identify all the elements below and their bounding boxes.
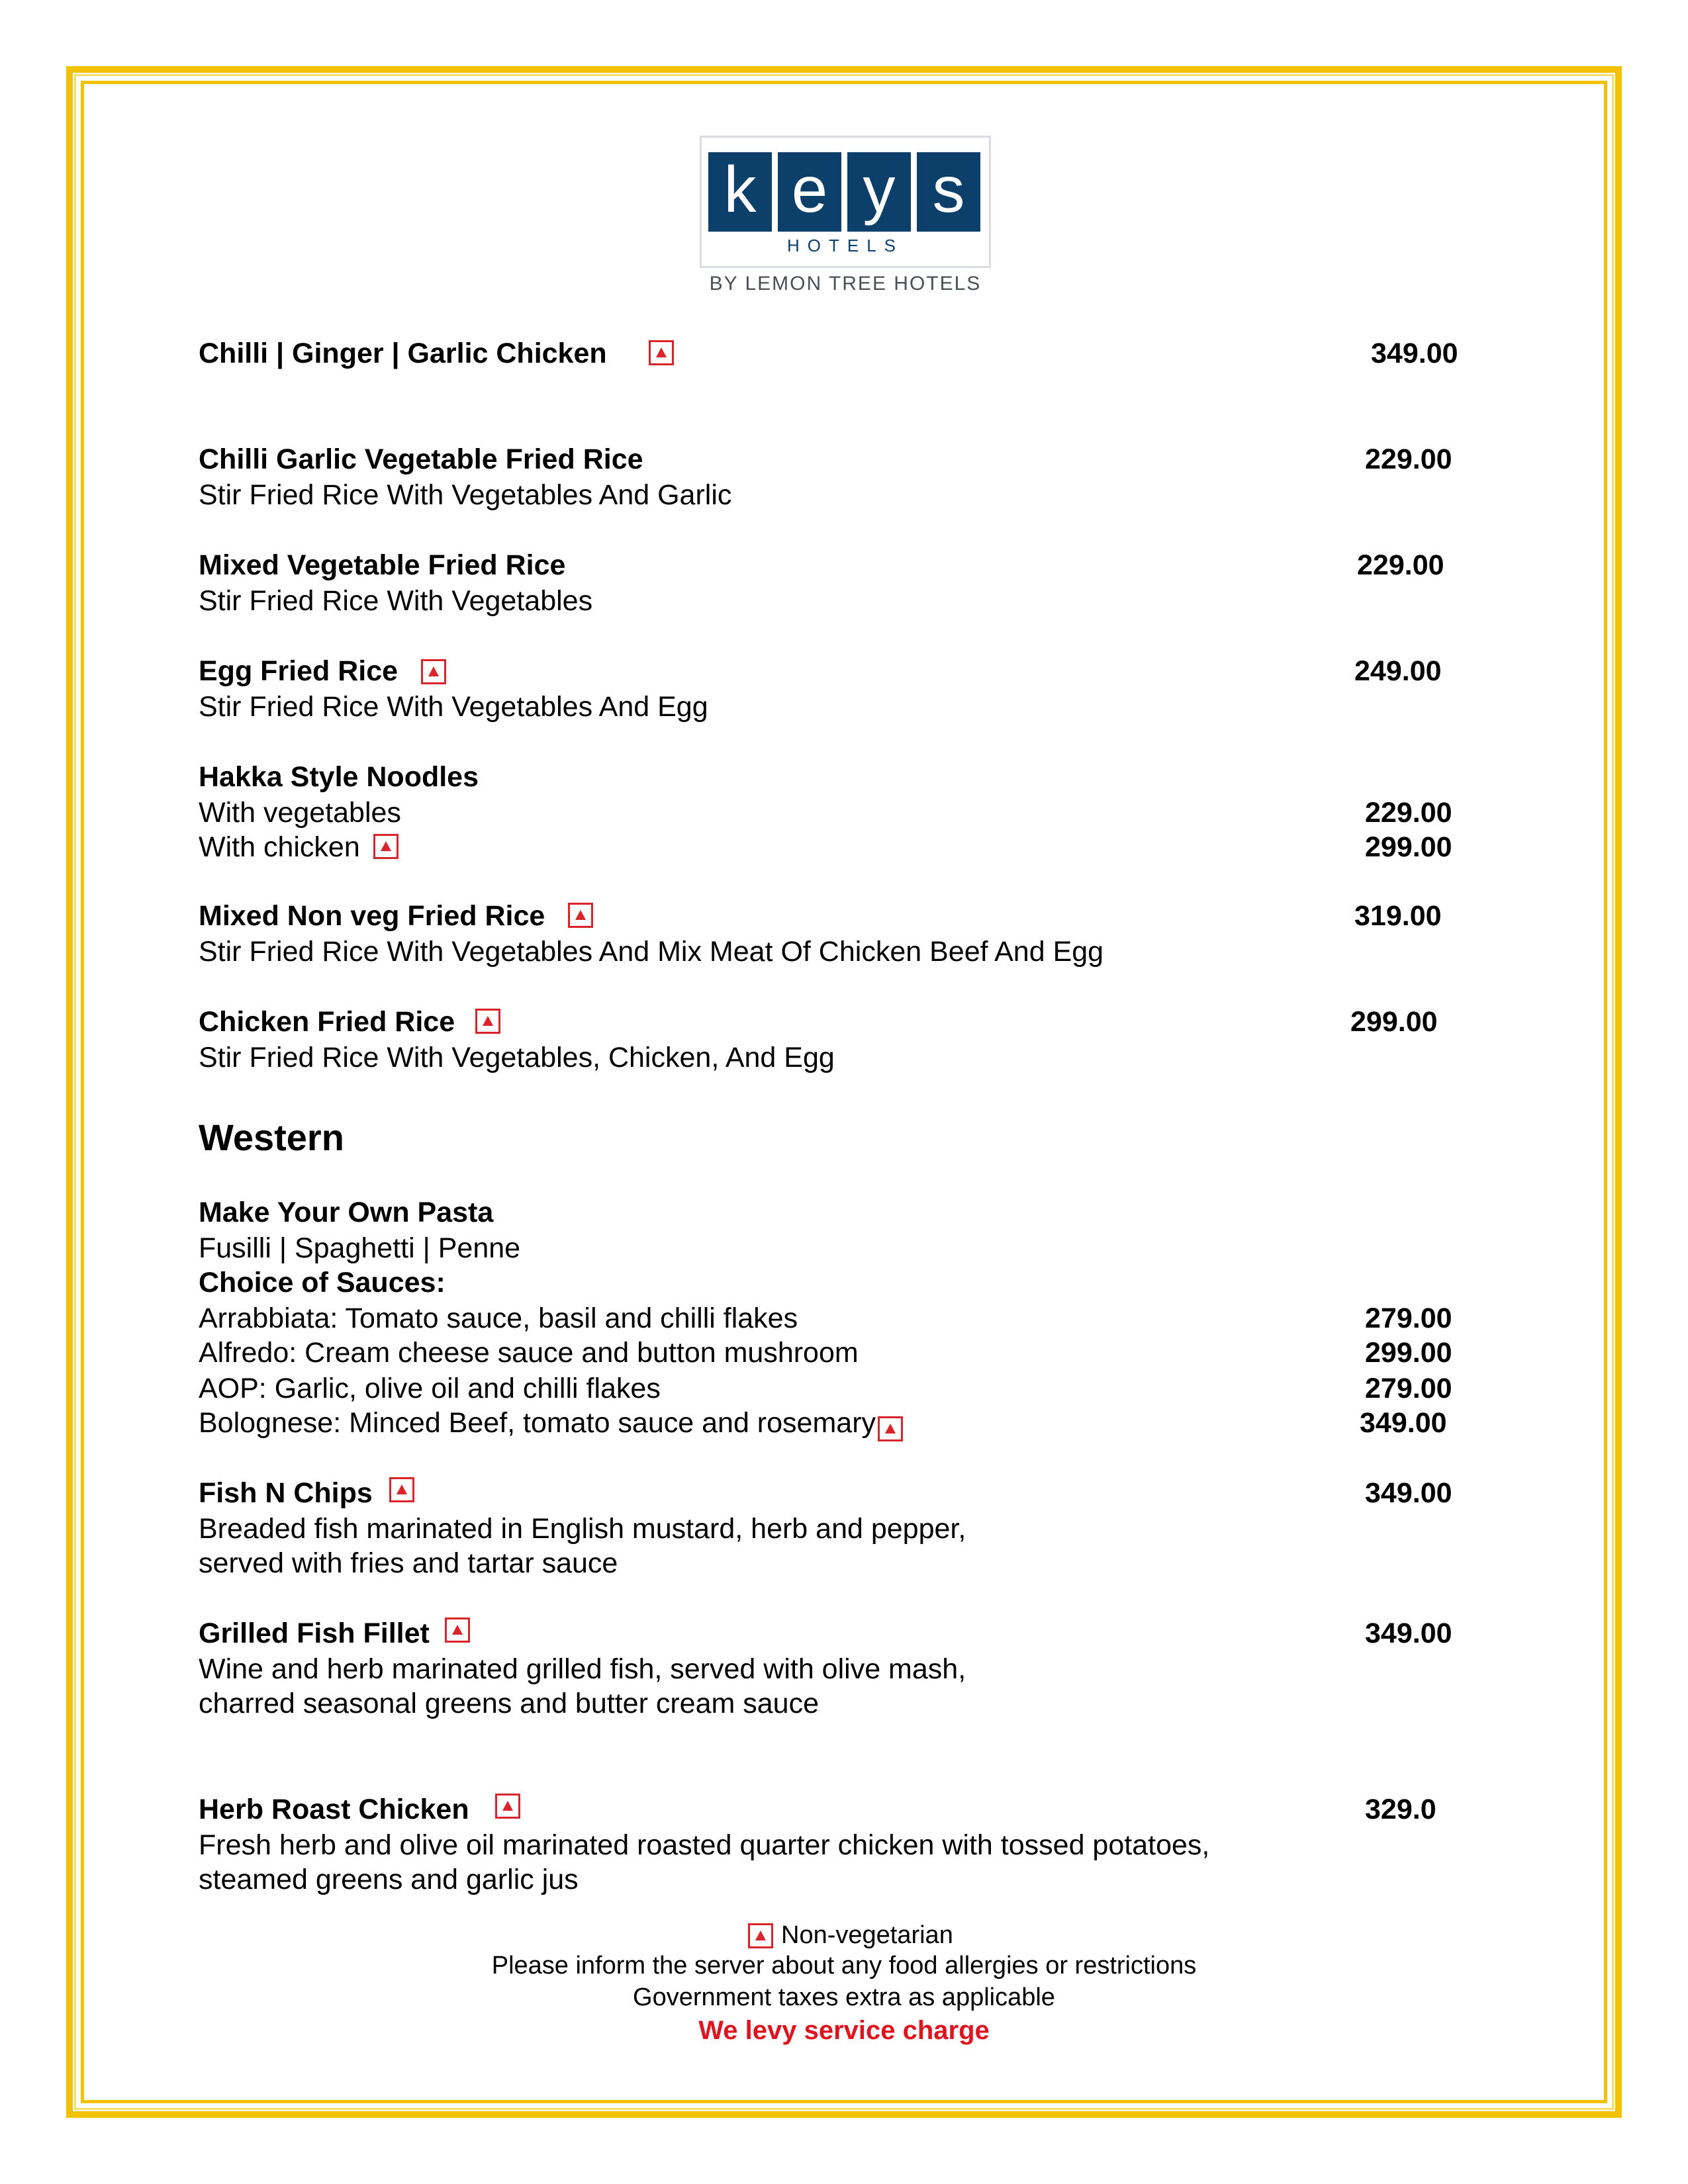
sauce-price: 349.00 (1360, 1407, 1447, 1439)
sauce-price: 279.00 (1365, 1373, 1452, 1404)
item-name: Herb Roast Chicken (199, 1794, 469, 1825)
sauce-option: AOP: Garlic, olive oil and chilli flakes (199, 1373, 661, 1404)
item-price: 329.0 (1365, 1794, 1436, 1825)
logo-letter: y (847, 152, 911, 232)
item-price: 319.00 (1354, 900, 1442, 932)
non-veg-icon (389, 1477, 414, 1502)
item-description: charred seasonal greens and butter cream sauce (199, 1688, 819, 1719)
logo-letter: s (917, 152, 980, 232)
item-price: 349.00 (1365, 1477, 1452, 1509)
non-veg-icon (495, 1794, 520, 1819)
item-option-label: With chicken (199, 831, 360, 863)
legend-label: Non-vegetarian (781, 1921, 953, 1949)
keys-hotels-logo (700, 136, 991, 268)
item-price: 349.00 (1365, 1617, 1452, 1649)
logo-hotels-text: HOTELS (786, 236, 904, 255)
non-veg-icon (421, 659, 446, 684)
sauce-price: 299.00 (1365, 1337, 1452, 1369)
item-description: Stir Fried Rice With Vegetables And Garlic (199, 479, 732, 511)
item-description: Breaded fish marinated in English mustard, herb and pepper, (199, 1513, 966, 1545)
item-price: 349.00 (1371, 338, 1458, 369)
non-veg-icon (445, 1617, 470, 1643)
item-description: Wine and herb marinated grilled fish, served with olive mash, (199, 1653, 966, 1685)
item-description: Stir Fried Rice With Vegetables And Egg (199, 691, 708, 723)
item-name: Mixed Non veg Fried Rice (199, 900, 545, 932)
non-veg-icon (373, 834, 399, 859)
allergy-notice: Please inform the server about any food allergies or restrictions (491, 1952, 1197, 1979)
non-veg-icon (878, 1416, 903, 1441)
tax-notice: Government taxes extra as applicable (633, 1983, 1055, 2011)
item-description: Stir Fried Rice With Vegetables, Chicken, And Egg (199, 1042, 835, 1073)
item-option-price: 229.00 (1365, 797, 1452, 829)
sauces-heading: Choice of Sauces: (199, 1267, 445, 1298)
logo-tagline: BY LEMON TREE HOTELS (709, 273, 982, 295)
item-price: 229.00 (1357, 549, 1444, 581)
sauce-option: Arrabbiata: Tomato sauce, basil and chilli flakes (199, 1302, 798, 1334)
logo-letter: k (708, 152, 772, 232)
item-description: served with fries and tartar sauce (199, 1547, 618, 1579)
non-veg-icon (748, 1923, 773, 1948)
item-name: Fish N Chips (199, 1477, 373, 1509)
item-name: Hakka Style Noodles (199, 761, 479, 793)
item-option-label: With vegetables (199, 797, 401, 829)
item-name: Chilli Garlic Vegetable Fried Rice (199, 443, 643, 475)
non-veg-icon (475, 1009, 500, 1034)
sauce-option: Bolognese: Minced Beef, tomato sauce and rosemary (199, 1407, 876, 1439)
item-option-price: 299.00 (1365, 831, 1452, 863)
section-heading-western: Western (199, 1116, 344, 1158)
sauce-option: Alfredo: Cream cheese sauce and button mushroom (199, 1337, 859, 1369)
item-name: Make Your Own Pasta (199, 1197, 494, 1228)
item-price: 249.00 (1354, 655, 1442, 687)
item-name: Mixed Vegetable Fried Rice (199, 549, 566, 581)
item-description: Stir Fried Rice With Vegetables And Mix Meat Of Chicken Beef And Egg (199, 936, 1104, 968)
pasta-shapes: Fusilli | Spaghetti | Penne (199, 1232, 521, 1264)
item-name: Chicken Fried Rice (199, 1006, 455, 1038)
service-charge-notice: We levy service charge (698, 2016, 990, 2045)
item-description: Fresh herb and olive oil marinated roasted quarter chicken with tossed potatoes, (199, 1829, 1210, 1861)
non-veg-icon (649, 340, 674, 365)
item-description: Stir Fried Rice With Vegetables (199, 585, 593, 617)
item-name: Grilled Fish Fillet (199, 1617, 430, 1649)
item-name: Egg Fried Rice (199, 655, 399, 687)
logo-letter: e (778, 152, 841, 232)
sauce-price: 279.00 (1365, 1302, 1452, 1334)
item-name: Chilli | Ginger | Garlic Chicken (199, 338, 607, 369)
non-veg-icon (568, 903, 593, 928)
item-price: 229.00 (1365, 443, 1452, 475)
item-price: 299.00 (1350, 1006, 1438, 1038)
item-description: steamed greens and garlic jus (199, 1864, 579, 1895)
